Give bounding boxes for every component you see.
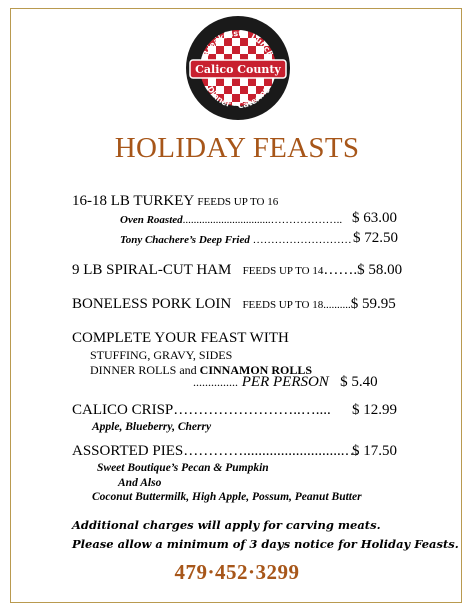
feast-per-person: PER PERSON <box>241 374 329 390</box>
calico-county-logo <box>184 14 292 122</box>
crisp-price: $ 12.99 <box>352 402 397 418</box>
pork-heading: BONELESS PORK LOIN <box>72 296 232 312</box>
logo-brand-text: Calico County <box>195 63 281 76</box>
crisp-flavors: Apple, Blueberry, Cherry <box>92 421 212 433</box>
note-advance-notice: Please allow a minimum of 3 days notice for Holiday Feasts. <box>72 537 459 551</box>
feast-dots: ............... <box>193 375 238 389</box>
ham-heading: 9 LB SPIRAL-CUT HAM <box>72 262 232 278</box>
pies-row <box>72 443 359 460</box>
pies-line-3: Coconut Buttermilk, High Apple, Possum, Peanut Butter <box>92 491 362 503</box>
turkey-fried-price: $ 72.50 <box>353 230 398 246</box>
pies-line-1: Sweet Boutique’s Pecan & Pumpkin <box>97 462 269 474</box>
crisp-dots: ……………………..….... <box>173 402 331 418</box>
pies-line-2: And Also <box>118 477 162 489</box>
note-carving: Additional charges will apply for carving meats. <box>72 518 381 532</box>
feast-heading: COMPLETE YOUR FEAST WITH <box>72 330 289 346</box>
turkey-option-fried <box>120 234 352 246</box>
turkey-fried-name: Tony Chachere’s Deep Fried <box>120 234 250 246</box>
ham-feeds: FEEDS UP TO 14 <box>242 265 324 277</box>
turkey-fried-dots: ……………………… <box>249 234 352 246</box>
feast-line-1: STUFFING, GRAVY, SIDES <box>90 348 233 362</box>
turkey-feeds: FEEDS UP TO 16 <box>197 196 279 208</box>
pies-heading: ASSORTED PIES <box>72 443 184 459</box>
pork-row <box>72 296 396 313</box>
ham-price: $ 58.00 <box>357 262 403 278</box>
turkey-heading: 16-18 LB TURKEY <box>72 193 194 209</box>
pies-dots: …………...........................… <box>183 443 360 459</box>
turkey-oven-price: $ 63.00 <box>352 210 397 226</box>
page-title: HOLIDAY FEASTS <box>114 132 360 164</box>
feast-line-2a: DINNER ROLLS and <box>90 363 200 377</box>
turkey-heading-row <box>72 193 278 210</box>
pies-price: $ 17.50 <box>352 443 397 459</box>
ham-row <box>72 262 402 279</box>
crisp-row <box>72 402 331 419</box>
pork-feeds: FEEDS UP TO 18 <box>242 299 324 311</box>
turkey-oven-name: Oven Roasted <box>120 214 183 226</box>
turkey-option-oven <box>120 214 342 226</box>
feast-cinnamon-rolls: CINNAMON ROLLS <box>199 363 313 377</box>
logo-bottom-text: Dinner · Catering <box>205 84 271 111</box>
feast-price-row <box>193 374 378 391</box>
feast-price: $ 5.40 <box>340 374 378 390</box>
phone-number: 479·452·3299 <box>174 560 300 584</box>
turkey-oven-dots: ................................……………….. <box>182 214 343 226</box>
ham-dots: ……. <box>323 262 358 278</box>
pork-dots: .......... <box>323 299 351 311</box>
pork-price: $ 59.95 <box>350 296 396 312</box>
crisp-heading: CALICO CRISP <box>72 402 174 418</box>
logo-top-text: Breakfast · Lunch <box>201 28 275 59</box>
